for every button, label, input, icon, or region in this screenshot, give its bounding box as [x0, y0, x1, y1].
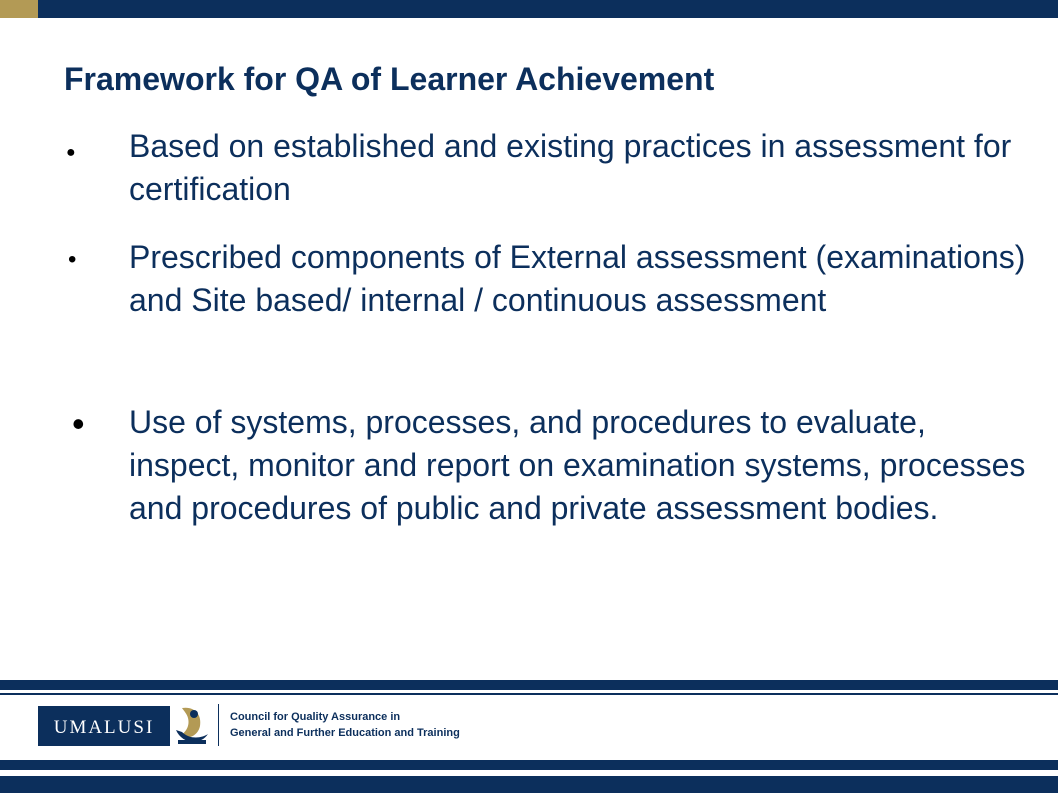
slide-title: Framework for QA of Learner Achievement: [64, 61, 715, 97]
bullet-marker: •: [68, 246, 77, 273]
bullet-marker: ●: [66, 144, 76, 161]
bullet-text: Use of systems, processes, and procedures to evaluate, inspect, monitor and report on examination systems, processes and procedures of public and private assessment bodies.: [129, 404, 1026, 526]
logo-text: UMALUSI: [53, 717, 155, 738]
bullet-marker: •: [72, 403, 85, 444]
top-bar: [0, 0, 1058, 18]
footer-band-base: [0, 776, 1058, 793]
footer-thin-line-top: [0, 693, 1058, 695]
logo-divider: [218, 704, 219, 746]
footer-band-top: [0, 680, 1058, 690]
org-name-line1: Council for Quality Assurance in: [230, 711, 401, 723]
bullet-text: Prescribed components of External assessment (examinations) and Site based/ internal / continuous assessment: [129, 239, 1026, 318]
umalusi-logo: [38, 706, 170, 746]
umalusi-emblem-icon: [172, 700, 212, 750]
footer-band-bottom: [0, 760, 1058, 770]
top-accent-block: [0, 0, 38, 18]
org-name-line2: General and Further Education and Training: [230, 727, 460, 739]
umalusi-logo-wordmark: [38, 706, 170, 746]
organisation-name: [230, 709, 460, 741]
bullet-text: Based on established and existing practices in assessment for certification: [129, 128, 1012, 207]
